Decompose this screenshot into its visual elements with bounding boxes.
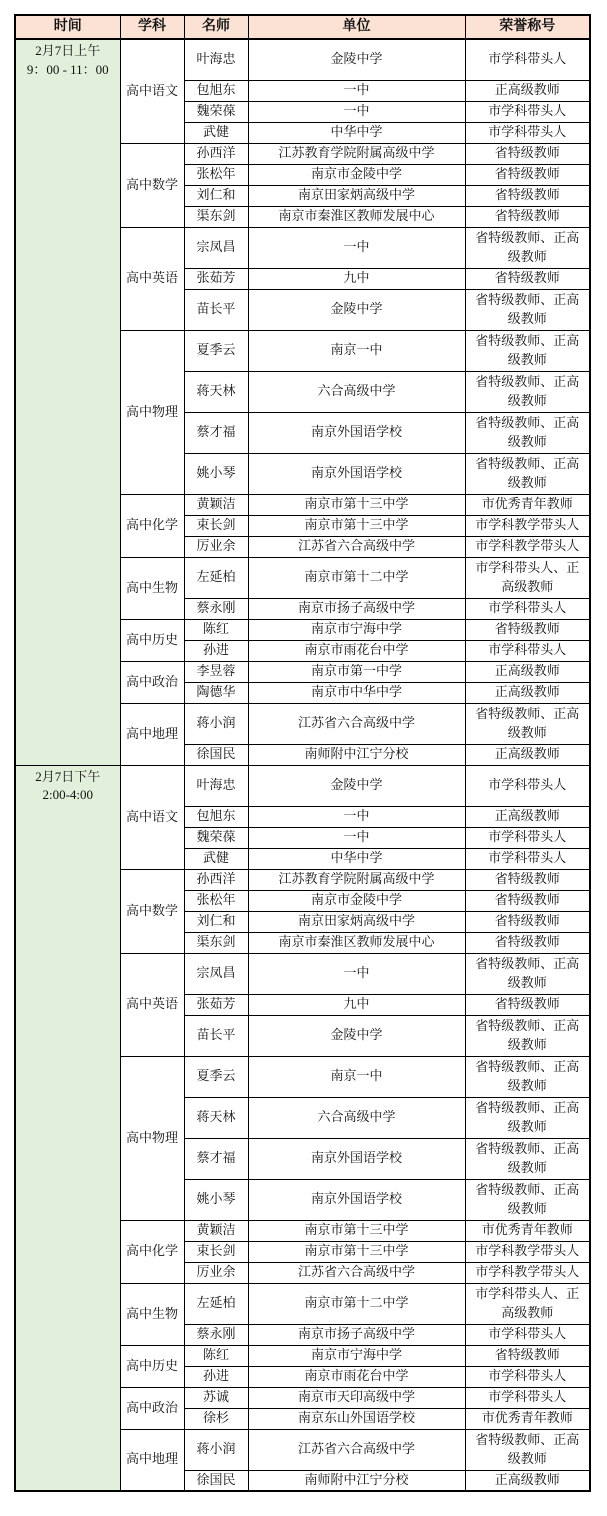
unit-cell: 一中: [248, 827, 465, 848]
header-row: [15, 15, 590, 39]
teacher-name-cell: 张松年: [184, 890, 248, 911]
teacher-name-cell: 蔡永刚: [184, 598, 248, 619]
teacher-name-cell: 蔡才福: [184, 412, 248, 453]
unit-cell: 南京市雨花台中学: [248, 1366, 465, 1387]
honor-title-cell: 省特级教师、正高级教师: [465, 1179, 590, 1220]
unit-cell: 南京市第十三中学: [248, 1220, 465, 1241]
unit-cell: 金陵中学: [248, 39, 465, 80]
honor-title-cell: 省特级教师: [465, 911, 590, 932]
honor-title-cell: 市学科带头人: [465, 640, 590, 661]
honor-title-cell: 市学科教学带头人: [465, 1262, 590, 1283]
unit-cell: 金陵中学: [248, 289, 465, 330]
teacher-name-cell: 蒋天林: [184, 371, 248, 412]
unit-cell: 一中: [248, 953, 465, 994]
honor-title-cell: 省特级教师: [465, 268, 590, 289]
teacher-name-cell: 叶海忠: [184, 39, 248, 80]
honor-title-cell: 市学科带头人: [465, 1324, 590, 1345]
honor-title-cell: 省特级教师: [465, 206, 590, 227]
teacher-name-cell: 孙进: [184, 1366, 248, 1387]
honor-title-cell: 市学科教学带头人: [465, 1241, 590, 1262]
honor-title-cell: 市学科带头人: [465, 1366, 590, 1387]
unit-cell: 金陵中学: [248, 765, 465, 806]
honor-title-cell: 市学科教学带头人: [465, 536, 590, 557]
unit-cell: 南京市第十三中学: [248, 1241, 465, 1262]
teacher-name-cell: 魏荣葆: [184, 101, 248, 122]
honor-title-cell: 市优秀青年教师: [465, 1408, 590, 1429]
honor-title-cell: 省特级教师、正高级教师: [465, 371, 590, 412]
honor-title-cell: 正高级教师: [465, 682, 590, 703]
teacher-name-cell: 苏诚: [184, 1387, 248, 1408]
subject-cell: 高中历史: [120, 619, 184, 661]
unit-cell: 南京一中: [248, 1056, 465, 1097]
teacher-name-cell: 张茹芳: [184, 994, 248, 1015]
unit-cell: 南京市秦淮区教师发展中心: [248, 932, 465, 953]
unit-cell: 南京市金陵中学: [248, 890, 465, 911]
teacher-name-cell: 陶德华: [184, 682, 248, 703]
unit-cell: 九中: [248, 268, 465, 289]
honor-title-cell: 正高级教师: [465, 806, 590, 827]
unit-cell: 南师附中江宁分校: [248, 744, 465, 765]
teacher-name-cell: 蒋天林: [184, 1097, 248, 1138]
unit-cell: 金陵中学: [248, 1015, 465, 1056]
teacher-name-cell: 李昱蓉: [184, 661, 248, 682]
unit-cell: 南京外国语学校: [248, 1179, 465, 1220]
unit-cell: 南京市金陵中学: [248, 164, 465, 185]
teacher-name-cell: 陈红: [184, 1345, 248, 1366]
teacher-name-cell: 黄颖洁: [184, 494, 248, 515]
subject-cell: 高中政治: [120, 661, 184, 703]
unit-cell: 南京田家炳高级中学: [248, 185, 465, 206]
subject-cell: 高中英语: [120, 227, 184, 330]
teacher-name-cell: 孙西洋: [184, 869, 248, 890]
subject-cell: 高中地理: [120, 1429, 184, 1491]
honor-title-cell: 省特级教师: [465, 994, 590, 1015]
honor-title-cell: 省特级教师、正高级教师: [465, 1429, 590, 1470]
teacher-name-cell: 武健: [184, 122, 248, 143]
unit-cell: 南京市第十二中学: [248, 1283, 465, 1324]
header-cell-time: 时间: [15, 15, 120, 39]
subject-cell: 高中物理: [120, 330, 184, 494]
honor-title-cell: 市学科带头人: [465, 39, 590, 80]
teacher-name-cell: 宗凤昌: [184, 953, 248, 994]
honor-title-cell: 省特级教师: [465, 143, 590, 164]
teacher-row: [15, 765, 590, 806]
unit-cell: 中华中学: [248, 122, 465, 143]
unit-cell: 江苏教育学院附属高级中学: [248, 869, 465, 890]
unit-cell: 一中: [248, 227, 465, 268]
unit-cell: 南京一中: [248, 330, 465, 371]
honor-title-cell: 市学科带头人: [465, 765, 590, 806]
subject-cell: 高中化学: [120, 1220, 184, 1283]
unit-cell: 一中: [248, 101, 465, 122]
unit-cell: 南京东山外国语学校: [248, 1408, 465, 1429]
time-cell: [15, 39, 120, 765]
teacher-name-cell: 包旭东: [184, 806, 248, 827]
honor-title-cell: 正高级教师: [465, 661, 590, 682]
header-cell-subject: 学科: [120, 15, 184, 39]
unit-cell: 江苏省六合高级中学: [248, 536, 465, 557]
unit-cell: 南京市第一中学: [248, 661, 465, 682]
honor-title-cell: 正高级教师: [465, 80, 590, 101]
header-cell-unit: 单位: [248, 15, 465, 39]
honor-title-cell: 市学科带头人、正高级教师: [465, 557, 590, 598]
teacher-name-cell: 包旭东: [184, 80, 248, 101]
honor-title-cell: 省特级教师: [465, 164, 590, 185]
teacher-name-cell: 刘仁和: [184, 911, 248, 932]
honor-title-cell: 正高级教师: [465, 1470, 590, 1491]
teacher-name-cell: 徐国民: [184, 744, 248, 765]
teacher-name-cell: 张茹芳: [184, 268, 248, 289]
teacher-schedule-table: [14, 14, 591, 1492]
teacher-row: [15, 39, 590, 80]
table-body: [15, 39, 590, 1491]
teacher-name-cell: 陈红: [184, 619, 248, 640]
unit-cell: 南京外国语学校: [248, 453, 465, 494]
teacher-name-cell: 张松年: [184, 164, 248, 185]
honor-title-cell: 省特级教师、正高级教师: [465, 330, 590, 371]
teacher-name-cell: 徐杉: [184, 1408, 248, 1429]
subject-cell: 高中语文: [120, 765, 184, 869]
teacher-name-cell: 魏荣葆: [184, 827, 248, 848]
unit-cell: 江苏省六合高级中学: [248, 1262, 465, 1283]
header-cell-honor: 荣誉称号: [465, 15, 590, 39]
unit-cell: 一中: [248, 806, 465, 827]
honor-title-cell: 省特级教师、正高级教师: [465, 1056, 590, 1097]
teacher-name-cell: 武健: [184, 848, 248, 869]
subject-cell: 高中政治: [120, 1387, 184, 1429]
teacher-name-cell: 夏季云: [184, 330, 248, 371]
teacher-name-cell: 刘仁和: [184, 185, 248, 206]
unit-cell: 南京市宁海中学: [248, 1345, 465, 1366]
teacher-name-cell: 苗长平: [184, 1015, 248, 1056]
honor-title-cell: 省特级教师: [465, 1345, 590, 1366]
honor-title-cell: 正高级教师: [465, 744, 590, 765]
subject-cell: 高中历史: [120, 1345, 184, 1387]
unit-cell: 江苏教育学院附属高级中学: [248, 143, 465, 164]
teacher-name-cell: 徐国民: [184, 1470, 248, 1491]
honor-title-cell: 省特级教师、正高级教师: [465, 412, 590, 453]
honor-title-cell: 省特级教师、正高级教师: [465, 703, 590, 744]
unit-cell: 南京市天印高级中学: [248, 1387, 465, 1408]
honor-title-cell: 市学科带头人: [465, 848, 590, 869]
time-range-label: 2:00-4:00: [42, 787, 94, 803]
honor-title-cell: 市学科教学带头人: [465, 515, 590, 536]
honor-title-cell: 市优秀青年教师: [465, 1220, 590, 1241]
teacher-name-cell: 束长剑: [184, 515, 248, 536]
subject-cell: 高中物理: [120, 1056, 184, 1220]
subject-cell: 高中英语: [120, 953, 184, 1056]
honor-title-cell: 省特级教师: [465, 932, 590, 953]
honor-title-cell: 市学科带头人: [465, 827, 590, 848]
honor-title-cell: 市学科带头人: [465, 122, 590, 143]
teacher-name-cell: 苗长平: [184, 289, 248, 330]
teacher-name-cell: 左延柏: [184, 557, 248, 598]
teacher-name-cell: 渠东剑: [184, 206, 248, 227]
subject-cell: 高中地理: [120, 703, 184, 765]
honor-title-cell: 市学科带头人: [465, 1387, 590, 1408]
time-cell: [15, 765, 120, 1491]
honor-title-cell: 市优秀青年教师: [465, 494, 590, 515]
teacher-name-cell: 蒋小润: [184, 703, 248, 744]
teacher-name-cell: 厉业余: [184, 1262, 248, 1283]
unit-cell: 南京外国语学校: [248, 412, 465, 453]
unit-cell: 九中: [248, 994, 465, 1015]
honor-title-cell: 省特级教师: [465, 185, 590, 206]
teacher-name-cell: 孙进: [184, 640, 248, 661]
teacher-name-cell: 束长剑: [184, 1241, 248, 1262]
teacher-name-cell: 厉业余: [184, 536, 248, 557]
time-range-label: 9：00 - 11：00: [26, 61, 109, 77]
unit-cell: 南京市第十三中学: [248, 494, 465, 515]
subject-cell: 高中数学: [120, 143, 184, 227]
unit-cell: 南京市中华中学: [248, 682, 465, 703]
unit-cell: 南京市扬子高级中学: [248, 1324, 465, 1345]
honor-title-cell: 省特级教师、正高级教师: [465, 1097, 590, 1138]
honor-title-cell: 市学科带头人: [465, 101, 590, 122]
teacher-name-cell: 孙西洋: [184, 143, 248, 164]
unit-cell: 南京市第十二中学: [248, 557, 465, 598]
honor-title-cell: 省特级教师、正高级教师: [465, 953, 590, 994]
teacher-name-cell: 宗凤昌: [184, 227, 248, 268]
subject-cell: 高中语文: [120, 39, 184, 143]
unit-cell: 中华中学: [248, 848, 465, 869]
unit-cell: 一中: [248, 80, 465, 101]
unit-cell: 江苏省六合高级中学: [248, 1429, 465, 1470]
header-cell-teacher: 名师: [184, 15, 248, 39]
time-date-label: 2月7日下午: [35, 768, 101, 784]
unit-cell: 南京市秦淮区教师发展中心: [248, 206, 465, 227]
teacher-name-cell: 姚小琴: [184, 453, 248, 494]
unit-cell: 南京外国语学校: [248, 1138, 465, 1179]
unit-cell: 南京市雨花台中学: [248, 640, 465, 661]
teacher-name-cell: 姚小琴: [184, 1179, 248, 1220]
unit-cell: 南师附中江宁分校: [248, 1470, 465, 1491]
teacher-name-cell: 左延柏: [184, 1283, 248, 1324]
honor-title-cell: 省特级教师、正高级教师: [465, 289, 590, 330]
teacher-name-cell: 蔡才福: [184, 1138, 248, 1179]
honor-title-cell: 省特级教师、正高级教师: [465, 1015, 590, 1056]
unit-cell: 南京田家炳高级中学: [248, 911, 465, 932]
unit-cell: 江苏省六合高级中学: [248, 703, 465, 744]
teacher-name-cell: 夏季云: [184, 1056, 248, 1097]
honor-title-cell: 市学科带头人: [465, 598, 590, 619]
honor-title-cell: 省特级教师、正高级教师: [465, 453, 590, 494]
time-date-label: 2月7日上午: [35, 43, 101, 58]
honor-title-cell: 省特级教师、正高级教师: [465, 227, 590, 268]
honor-title-cell: 市学科带头人、正高级教师: [465, 1283, 590, 1324]
honor-title-cell: 省特级教师: [465, 869, 590, 890]
teacher-name-cell: 蒋小润: [184, 1429, 248, 1470]
honor-title-cell: 省特级教师: [465, 890, 590, 911]
subject-cell: 高中生物: [120, 557, 184, 619]
subject-cell: 高中生物: [120, 1283, 184, 1345]
teacher-name-cell: 叶海忠: [184, 765, 248, 806]
teacher-name-cell: 黄颖洁: [184, 1220, 248, 1241]
subject-cell: 高中数学: [120, 869, 184, 953]
subject-cell: 高中化学: [120, 494, 184, 557]
unit-cell: 六合高级中学: [248, 371, 465, 412]
teacher-name-cell: 蔡永刚: [184, 1324, 248, 1345]
unit-cell: 六合高级中学: [248, 1097, 465, 1138]
unit-cell: 南京市扬子高级中学: [248, 598, 465, 619]
honor-title-cell: 省特级教师、正高级教师: [465, 1138, 590, 1179]
honor-title-cell: 省特级教师: [465, 619, 590, 640]
unit-cell: 南京市第十三中学: [248, 515, 465, 536]
teacher-name-cell: 渠东剑: [184, 932, 248, 953]
unit-cell: 南京市宁海中学: [248, 619, 465, 640]
